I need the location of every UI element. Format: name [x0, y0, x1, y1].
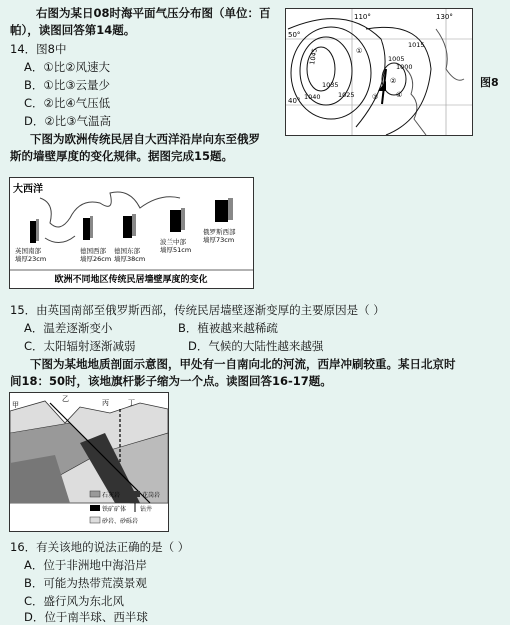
geo-label-jia: 甲 [12, 401, 19, 409]
q16-intro-line1: 下图为某地地质剖面示意图，甲处有一自南向北的河流，西岸冲刷较重。某日北京时 [30, 357, 456, 371]
map-caption: 图8 [480, 76, 499, 89]
isobar-label-1025: 1025 [338, 91, 355, 99]
q14-stem: 14．图8中 [10, 42, 67, 56]
q16-intro-line2: 间18：50时，该地旗杆影子缩为一个点。读图回答16-17题。 [10, 374, 332, 388]
legend-iron: 铁矿矿体 [102, 506, 127, 513]
map-point-3: ③ [372, 93, 379, 101]
isobar-label-1035: 1035 [322, 81, 339, 89]
q16-stem: 16．有关该地的说法正确的是（ ） [10, 540, 190, 554]
wall-1-thickness: 墙厚23cm [15, 255, 47, 263]
q14-option-a: A．①比②风速大 [24, 60, 110, 74]
wall-2-region: 德国西部 [80, 247, 106, 255]
wall-5-thickness: 墙厚73cm [203, 236, 235, 244]
wall-3-region: 德国东部 [114, 247, 140, 255]
map-point-4: ④ [396, 91, 403, 99]
wall-4-region: 波兰中部 [160, 238, 186, 246]
map-lon-110: 110° [354, 13, 371, 21]
pressure-map-svg [286, 9, 472, 135]
q14-intro-line2: 帕），读图回答第14题。 [10, 23, 136, 37]
q14-option-c: C．②比④气压低 [24, 96, 111, 110]
legend-drill: 钻井 [140, 506, 153, 513]
map-point-2: ② [390, 77, 397, 85]
isobar-label-1045: 1045 [308, 47, 319, 66]
geo-label-yi: 乙 [62, 395, 69, 403]
wall-3-thickness: 墙厚38cm [114, 255, 146, 263]
q14-option-d: D．②比③气温高 [24, 114, 111, 128]
isobar-label-1015: 1015 [408, 41, 425, 49]
legend-sandstone: 砂岩、砂砾岩 [102, 518, 139, 525]
q15-intro-line1: 下图为欧洲传统民居自大西洋沿岸向东至俄罗 [30, 132, 260, 146]
q15-option-c: C．太阳辐射逐渐减弱 [24, 339, 136, 353]
pressure-map [285, 8, 473, 136]
wall-4-thickness: 墙厚51cm [160, 246, 192, 254]
q16-option-c: C．盛行风为东北风 [24, 594, 125, 608]
q16-option-b: B．可能为热带荒漠景观 [24, 576, 147, 590]
geo-label-ding: 丁 [128, 399, 135, 407]
geo-section [9, 392, 169, 532]
ocean-label: 大西洋 [13, 184, 43, 195]
walls-caption: 欧洲不同地区传统民居墙壁厚度的变化 [54, 275, 208, 285]
wall-2-thickness: 墙厚26cm [80, 255, 112, 263]
q15-option-b: B．植被越来越稀疏 [178, 321, 278, 335]
q16-option-a: A．位于非洲地中海沿岸 [24, 558, 147, 572]
q15-option-a: A．温差逐渐变小 [24, 321, 113, 335]
q15-intro-line2: 斯的墙壁厚度的变化规律。据图完成15题。 [10, 149, 234, 163]
q14-intro-line1: 右图为某日08时海平面气压分布图（单位：百 [36, 6, 271, 20]
map-lat-40: 40° [288, 97, 301, 105]
isobar-label-1000: 1000 [396, 63, 413, 71]
map-lat-50: 50° [288, 31, 301, 39]
q16-option-d: D．位于南半球、西半球 [24, 610, 148, 624]
q15-stem: 15．由英国南部至俄罗斯西部，传统民居墙壁逐渐变厚的主要原因是（ ） [10, 303, 385, 317]
legend-limestone: 石灰岩 [102, 492, 121, 499]
geo-label-bing: 丙 [102, 399, 109, 407]
map-point-1: ① [356, 47, 363, 55]
legend-granite: 花岗岩 [142, 492, 161, 499]
isobar-label-1005: 1005 [388, 55, 405, 63]
q14-option-b: B．①比③云量少 [24, 78, 111, 92]
walls-figure [9, 177, 254, 289]
isobar-label-1040: 1040 [304, 93, 321, 101]
geo-section-svg [10, 393, 168, 531]
map-lon-130: 130° [436, 13, 453, 21]
walls-figure-svg [10, 178, 253, 288]
wall-1-region: 英国南部 [15, 247, 41, 255]
q15-option-d: D．气候的大陆性越来越强 [188, 339, 324, 353]
wall-5-region: 俄罗斯西部 [203, 228, 236, 236]
